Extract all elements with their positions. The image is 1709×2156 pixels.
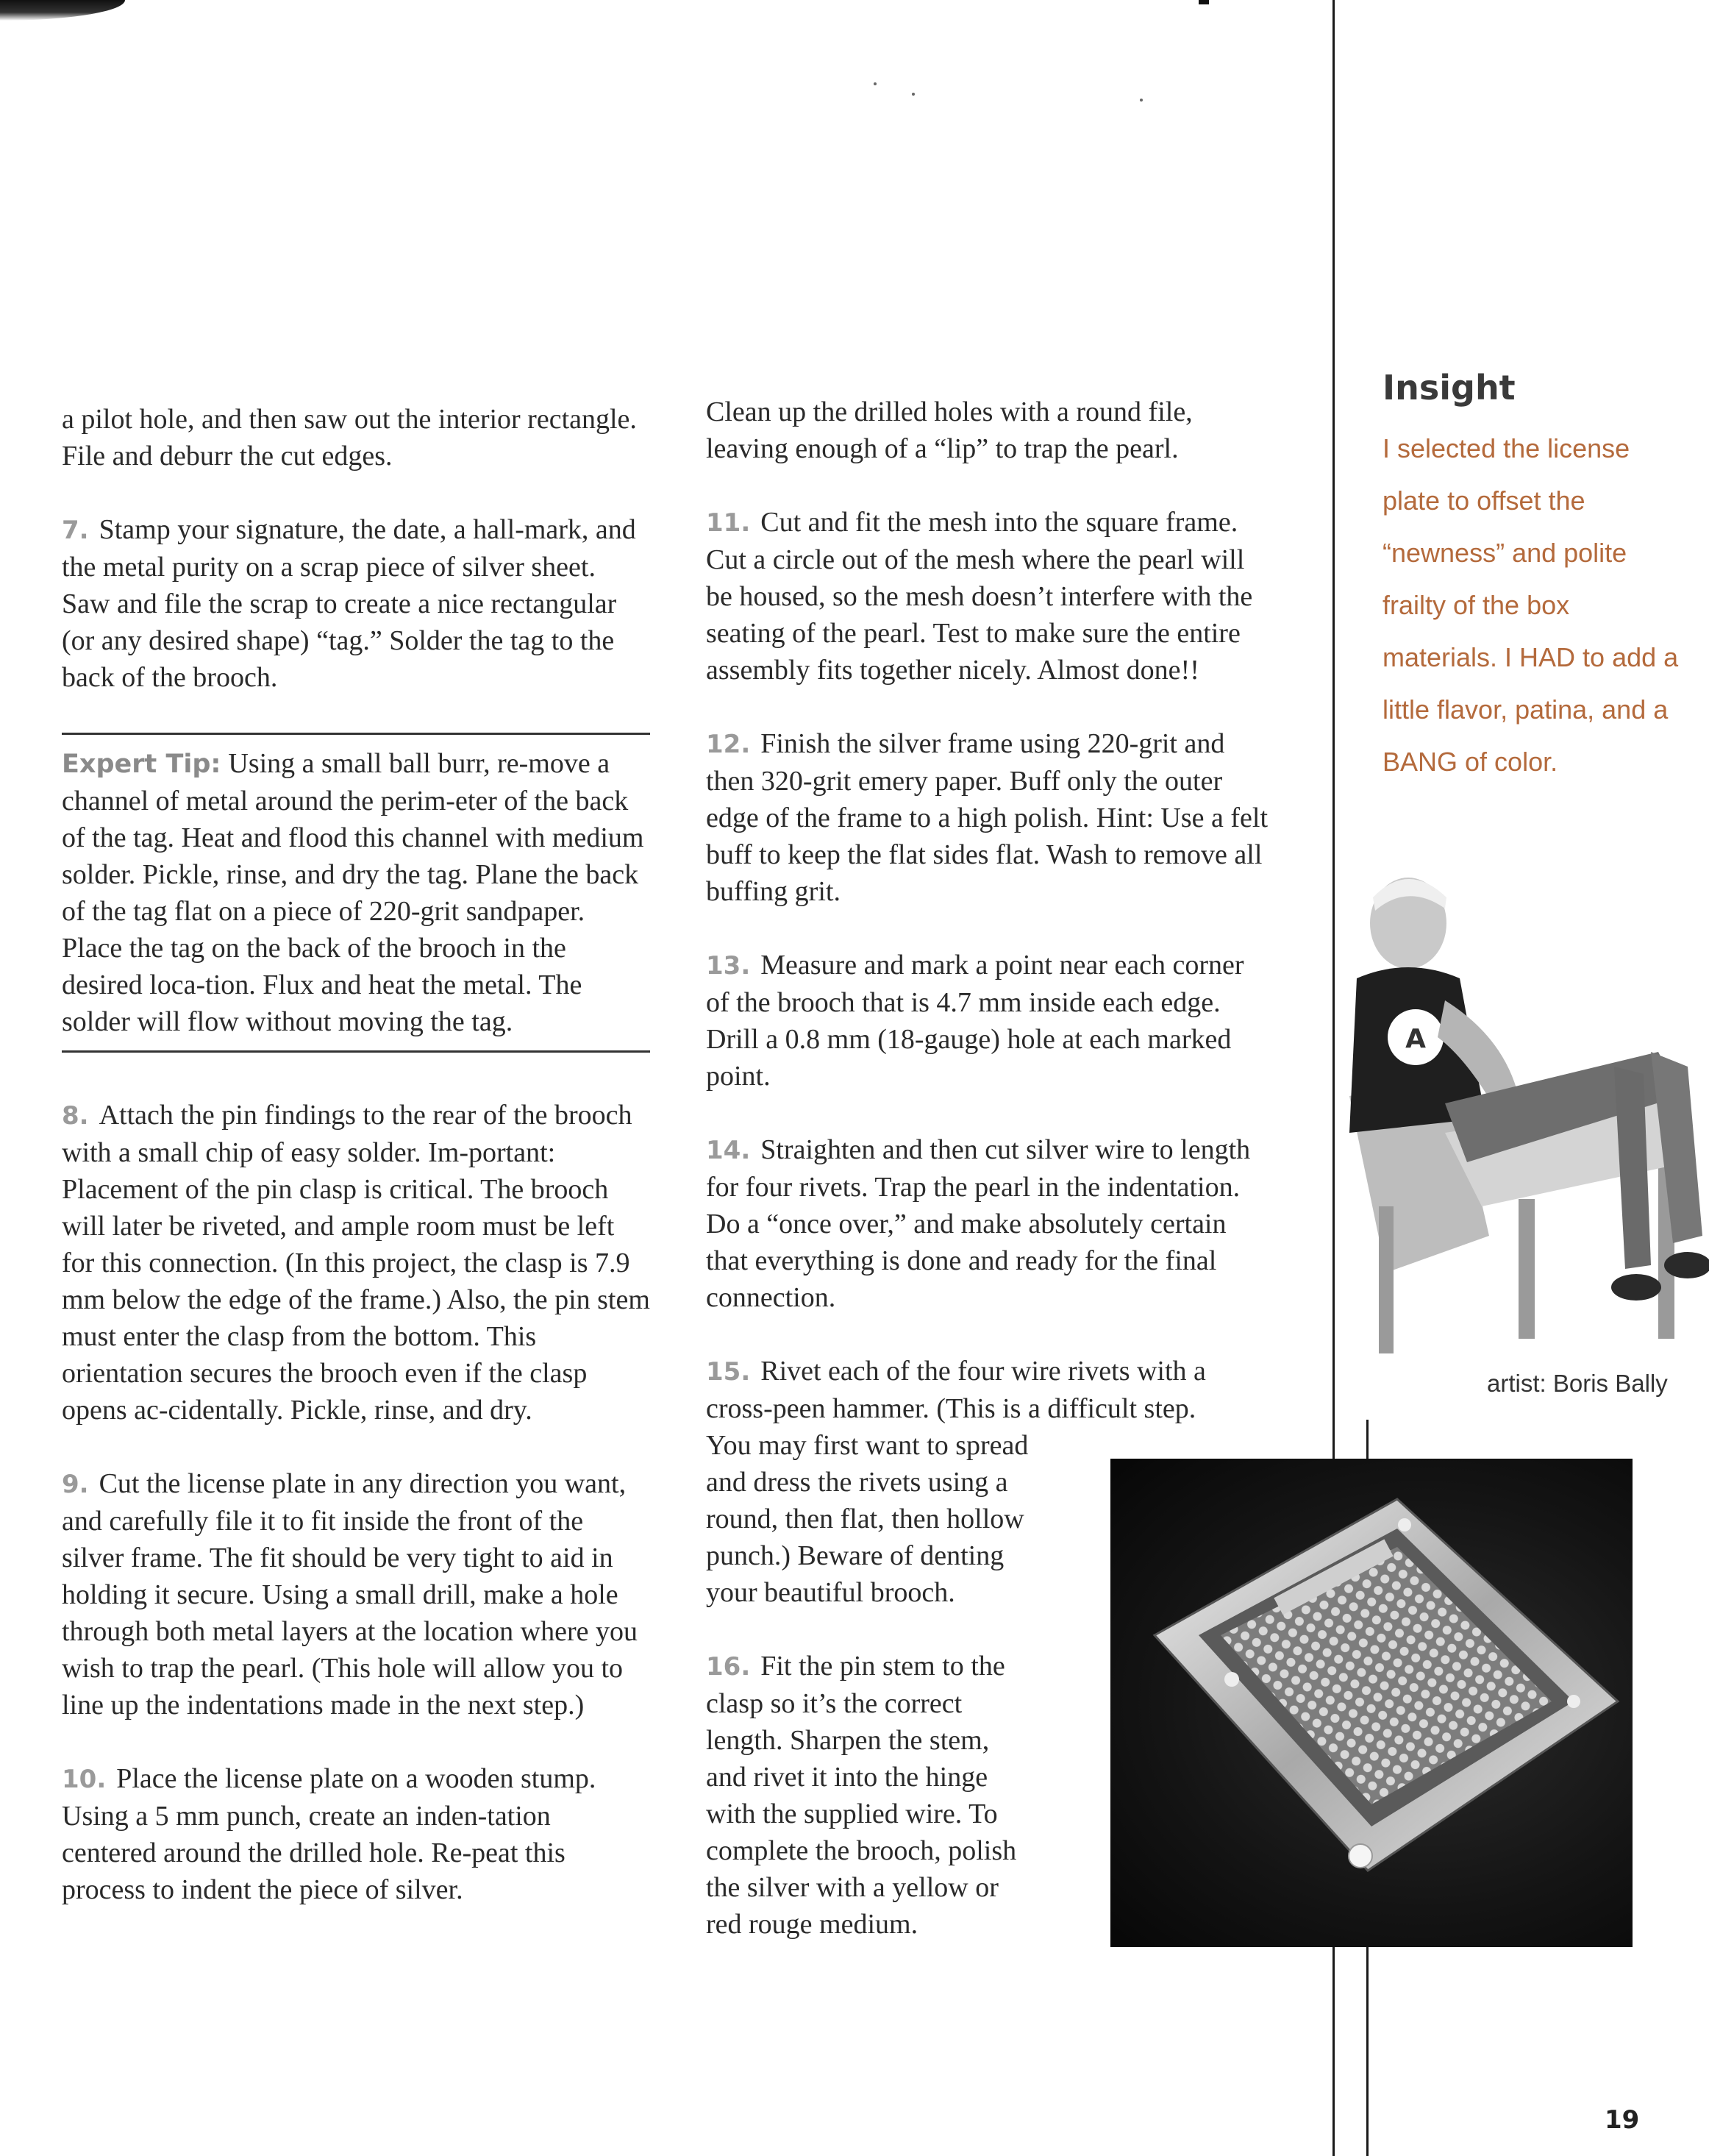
paragraph-intro: a pilot hole, and then saw out the interior rectangle. File and deburr the cut edges. [62, 404, 637, 472]
registration-mark [1199, 0, 1209, 4]
step-13 [706, 947, 1272, 1095]
step-8 [62, 1097, 650, 1429]
step-number: 10. [62, 1765, 107, 1794]
step-15 [706, 1353, 1272, 1427]
step-10 [62, 1760, 650, 1908]
step-16 [706, 1648, 1030, 1943]
shirt-badge-letter: A [1405, 1024, 1426, 1054]
step-14 [706, 1131, 1272, 1316]
step-number: 11. [706, 508, 751, 538]
step-12 [706, 725, 1272, 910]
step-number: 8. [62, 1101, 89, 1131]
insight-title: Insight [1382, 368, 1516, 408]
step-number: 16. [706, 1652, 751, 1682]
insight-text: I selected the license plate to offset the “newness” and polite frailty of the box materials. I HAD to add a little flavor, patina, and a BANG of color. [1382, 433, 1679, 777]
step-text: Measure and mark a point near each corner of the brooch that is 4.7 mm inside each edge. Drill a 0.8 mm (18-gauge) hole at each marked point. [706, 950, 1244, 1092]
brooch-photo [1110, 1459, 1633, 1947]
step-text: Stamp your signature, the date, a hall-mark, and the metal purity on a scrap piece of silver sheet. Saw and file the scrap to create a nice rectangular (or any desired shape) “tag.” Solder the tag to the back of the brooch. [62, 514, 636, 693]
step-number: 9. [62, 1470, 89, 1499]
step-text: Attach the pin findings to the rear of the brooch with a small chip of easy solder. Im-portant: Placement of the pin clasp is critical. The brooch will later be riveted, and ample room must be left for this connection. (In this project, the clasp is 7.9 mm below the edge of the frame.) Also, the pin stem must enter the clasp from the bottom. This orientation secures the brooch even if the clasp opens ac-cidentally. Pickle, rinse, and dry. [62, 1100, 650, 1426]
step-number: 7. [62, 516, 89, 545]
text-column-left [62, 401, 650, 1945]
scan-dust [874, 82, 877, 85]
insight-sidebar [1382, 368, 1691, 788]
step-9 [62, 1465, 650, 1723]
step-text: Fit the pin stem to the clasp so it’s the correct length. Sharpen the stem, and rivet it into the hinge with the supplied wire. To complete the brooch, polish the silver with a yellow or red rouge medium. [706, 1651, 1017, 1940]
expert-tip-label: Expert Tip: [62, 750, 221, 779]
step-text: Finish the silver frame using 220-grit and then 320-grit emery paper. Buff only the outer edge of the frame to a high polish. Hint: Use a felt buff to keep the flat sides flat. Wash to remove all buffing grit. [706, 728, 1269, 907]
step-11 [706, 504, 1272, 689]
expert-tip-box [62, 733, 650, 1053]
expert-tip [62, 745, 650, 1040]
step-15-continued: You may first want to spread and dress the rivets using a round, then flat, then hollow punch.) Beware of denting your beautiful brooch. [706, 1430, 1029, 1608]
step-text: Straighten and then cut silver wire to length for four rivets. Trap the pearl in the indentation. Do a “once over,” and make absolutely certain that everything is done and ready for the final connection. [706, 1134, 1251, 1313]
expert-tip-text: Using a small ball burr, re-move a channel of metal around the perim-eter of the back of the tag. Heat and flood this channel with medium solder. Pickle, rinse, and dry the tag. Plane the back of the tag flat on a piece of 220-grit sandpaper. Place the tag on the back of the brooch in the desired loca-tion. Flux and heat the metal. The solder will flow without moving the tag. [62, 748, 644, 1037]
step-number: 13. [706, 951, 751, 981]
step-number: 15. [706, 1357, 751, 1387]
scan-dust [1140, 99, 1143, 102]
artist-photo [1335, 853, 1709, 1361]
step-number: 14. [706, 1136, 751, 1165]
paragraph-intro: Clean up the drilled holes with a round file, leaving enough of a “lip” to trap the pearl. [706, 396, 1193, 464]
page-number: 19 [1605, 2105, 1640, 2135]
step-text: Rivet each of the four wire rivets with a cross-peen hammer. (This is a difficult step. [706, 1356, 1206, 1424]
step-7 [62, 511, 650, 696]
artist-caption: artist: Boris Bally [1487, 1370, 1668, 1397]
step-number: 12. [706, 730, 751, 759]
step-text: Cut and fit the mesh into the square frame. Cut a circle out of the mesh where the pearl will be housed, so the mesh doesn’t interfere with the seating of the pearl. Test to make sure the entire assembly fits together nicely. Almost done!! [706, 507, 1253, 686]
brooch-illustration [1110, 1459, 1633, 1947]
scan-dust [912, 93, 915, 96]
page-curl-shadow [0, 0, 125, 21]
step-text: Place the license plate on a wooden stump. Using a 5 mm punch, create an inden-tation centered around the drilled hole. Re-peat this process to indent the piece of silver. [62, 1763, 596, 1905]
artist-illustration [1335, 853, 1709, 1361]
step-text: Cut the license plate in any direction you want, and carefully file it to fit inside the front of the silver frame. The fit should be very tight to aid in holding it secure. Using a small drill, make a hole through both metal layers at the location where you wish to trap the pearl. (This hole will allow you to line up the indentations made in the next step.) [62, 1468, 638, 1721]
